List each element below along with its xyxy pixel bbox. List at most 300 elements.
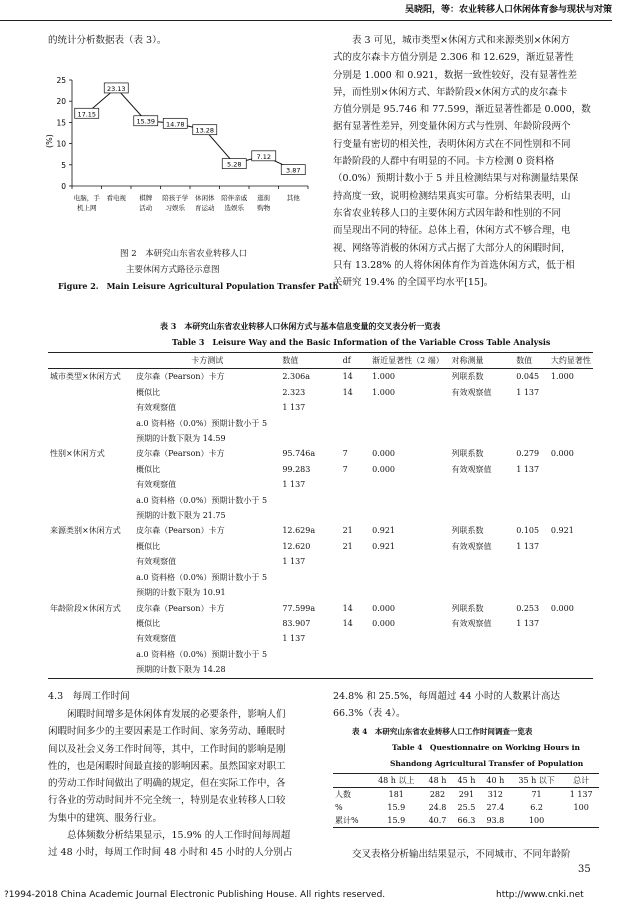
table-3-cell [48,631,134,646]
running-header [0,0,612,21]
y-tick-label: 0 [61,182,66,191]
right-bottom-line: 24.8% 和 25.5%，每周超过 44 小时的人数累计高达 [333,691,561,702]
x-category-label: 看电视 [106,194,126,202]
table-3-cell [370,662,449,678]
table-3-cell [450,508,515,523]
table-3-cell [549,539,593,554]
table-3-cell: 0.921 [550,526,574,536]
table-3-cell [450,662,515,678]
table-3-cell [549,616,593,631]
table-3-cell: 0.921 [372,541,396,551]
x-category-label: 活动 [139,204,153,212]
table-3-cell: 预期的计数下限为 14.28 [136,665,226,675]
section-line: 闲暇时间多少的主要因素是工作时间、家务劳动、睡眠时 [48,726,286,738]
figure-2-caption-zh-1: 图 2 本研究山东省农业转移人口 [120,249,248,259]
table-3-cell [280,647,340,662]
table-4-header-row [333,774,599,788]
table-3-cell [341,400,371,415]
table-3-cell [549,462,593,477]
table-3-cell: 有效观察值 [136,480,177,490]
table-3-cell [341,631,371,646]
table-3-cell: 皮尔森（Pearson）卡方 [136,526,225,536]
chart-ytick-labels [56,76,66,191]
table-3-cell: 1 137 [516,387,540,397]
table-3-cell: 列联系数 [451,603,484,613]
section-line: 的劳动工作时间做出了明确的规定，但在实际工作中，各 [48,778,286,790]
table-4-cell: 15.9 [387,816,406,825]
table-3-cell: 1.000 [372,387,396,397]
table-4-cell: 66.3 [457,816,476,825]
table-3-cell [514,585,549,600]
table-3-cell [450,477,515,492]
y-tick-label: 5 [61,160,66,170]
table-3-cell [48,539,134,554]
table-3-cell [370,431,449,446]
table-3-cell [549,647,593,662]
data-point-label: 7.12 [256,152,271,161]
table-3-cell: a.0 资料格（0.0%）预期计数小于 5 [136,572,268,582]
table-3-cell: 有效观察值 [136,557,177,567]
table-3-cell: 1 137 [516,541,540,551]
table-3 [48,352,593,679]
table-3-cell: 预期的计数下限为 10.91 [136,588,226,598]
table-3-cell [450,631,515,646]
section-line: 闲暇时间增多是休闲体育发展的必要条件，影响人们 [48,709,286,720]
chart-axes [69,80,308,189]
section-4-3-body [48,706,314,862]
table-3-cell [549,508,593,523]
table-3-cell: 1.000 [372,372,396,382]
table-3-cell [280,416,340,431]
table-3-row [48,400,593,415]
table-3-cell: 0.000 [550,603,574,613]
table-3-cell [370,554,449,569]
table-3-cell [280,508,340,523]
table-3-cell [370,477,449,492]
table-3-cell [514,508,549,523]
table-4-cell: 93.8 [486,816,505,825]
table-3-cell [370,508,449,523]
table-3-cell [341,416,371,431]
table-3-cell: 有效观察值 [451,541,492,551]
table-4-row [333,814,599,828]
table-3-cell [48,431,134,446]
table-3-cell: 1.000 [550,372,574,382]
table-3-cell: 概似比 [136,464,161,474]
table-3-cell: 21 [342,526,353,536]
table-3-cell: 14 [342,618,353,628]
footer-url[interactable]: http://www.cnki.net [496,890,584,900]
table-3-cell [280,493,340,508]
table-3-cell [549,631,593,646]
table-3-cell [48,662,134,678]
table-3-row [48,493,593,508]
table-3-cell [280,585,340,600]
table-3-cell [370,647,449,662]
table-3-cell: 0.279 [516,449,540,459]
table-3-cell [514,570,549,585]
right-para-line: 视、网络等消极的休闲方式占据了大部分人的闲暇时间， [333,242,571,254]
table-3-cell [48,416,134,431]
table-3-row [48,601,593,616]
x-category-label: 购物 [257,204,271,212]
table-3-cell: 有效观察值 [136,403,177,413]
table-3-cell [514,400,549,415]
table-3-cell [341,570,371,585]
table-3-cell: 0.045 [516,372,540,382]
table-4-cell: 1 137 [569,790,593,799]
table-3-cell [48,462,134,477]
table-3-row [48,631,593,646]
section-line: 性的，也是闲暇时间最直接的影响因素。虽然国家对职工 [48,760,286,772]
table-4-cell: 40.7 [428,816,447,825]
table-3-row [48,416,593,431]
table-3-cell [514,631,549,646]
right-para-line: 式的皮尔森卡方值分别是 2.306 和 12.629，渐近显著性 [333,52,574,64]
x-category-label: 休闲体 [195,194,215,202]
table-3-cell: 14 [342,372,353,382]
table-4-header: 40 h [486,776,505,785]
page-number: 35 [578,864,591,875]
table-3-cell [48,616,134,631]
table-3-cell [341,493,371,508]
table-3-cell: 12.620 [282,541,311,551]
table-3-row [48,647,593,662]
table-3-cell [48,385,134,400]
table-3-cell: 1 137 [282,557,306,567]
table-4-cell: 100 [528,816,545,825]
table-3-cell [341,508,371,523]
table-3-header: df [342,356,351,365]
table-3-cell: 年龄阶段×休闲方式 [50,603,121,613]
table-3-cell: 列联系数 [451,372,484,382]
table-3-cell: 来源类别×休闲方式 [50,526,121,536]
section-line: 为集中的建筑、服务行业。 [48,812,163,824]
table-3-cell: 0.000 [550,449,574,459]
table-3-cell [341,647,371,662]
table-3-cell [341,585,371,600]
table-3-cell [48,400,134,415]
table-3-row [48,570,593,585]
x-category-label: 陪孩子学 [162,194,189,202]
table-3-cell: 城市类型×休闲方式 [50,372,121,382]
figure-2-line-chart [44,70,312,220]
table-4-cell: 累计% [335,816,359,825]
table-3-header: 渐近显著性（2 端） [372,356,444,365]
table-3-cell: 1 137 [282,403,306,413]
table-3-row [48,462,593,477]
figure-2-caption-en: Figure 2. Main Leisure Agricultural Population Transfer Path [58,281,339,291]
table-3-cell [370,400,449,415]
table-3-cell: a.0 资料格（0.0%）预期计数小于 5 [136,649,268,659]
table-3-cell: 性别×休闲方式 [50,449,105,459]
table-3-row [48,369,593,385]
table-3-cell [450,431,515,446]
data-point-label: 17.15 [77,110,97,119]
table-3-cell: 有效观察值 [451,618,492,628]
table-3-row [48,616,593,631]
table-3-cell: 1 137 [516,618,540,628]
right-para-line: 东省农业转移人口的主要休闲方式因年龄和性别的不同 [333,207,562,219]
right-para-line: 表 3 可见，城市类型×休闲方式和来源类别×休闲方 [333,35,571,46]
table-3-cell: 有效观察值 [451,387,492,397]
table-4-header [333,774,370,788]
table-3-row [48,508,593,523]
table-3-cell: 1 137 [282,634,306,644]
table-3-cell: a.0 资料格（0.0%）预期计数小于 5 [136,418,268,428]
table-3-cell [48,585,134,600]
table-3-cell [280,662,340,678]
table-3-cell [514,662,549,678]
table-3-cell: 0.105 [516,526,540,536]
table-3-cell [549,570,593,585]
data-point-label: 5.28 [227,160,242,169]
y-tick-label: 20 [56,97,66,107]
table-4-cell [563,814,599,828]
table-4-cell: 27.4 [486,803,505,812]
table-3-cell: 77.599a [282,603,316,613]
table-3-cell [514,554,549,569]
table-3-row [48,554,593,569]
table-3-cell: 2.323 [282,387,306,397]
table-3-cell: 83.907 [282,618,311,628]
right-para-line: 行变量有密切的相关性，表明休闲方式在不同性别和不同 [333,138,571,150]
table-4-cell: 312 [487,790,503,799]
table-4-title-en-2: Shandong Agricultural Transfer of Population [390,759,584,768]
table-3-cell [370,585,449,600]
data-point-label: 23.13 [106,84,126,93]
table-4-header: 总计 [573,776,590,785]
right-para-line: （0.0%）预期计数小于 5 并且检测结果与对称测量结果保 [333,173,579,185]
x-category-label: 电脑，手 [73,194,100,202]
table-3-cell [280,431,340,446]
right-para-line: 而呈现出不同的特征。总体上看，休闲方式不够合理，电 [333,225,571,237]
x-category-label: 育运动 [195,204,215,212]
table-3-cell [450,585,515,600]
table-3-cell: 12.629a [282,526,316,536]
table-4-cell: 人数 [335,790,351,799]
table-3-cell [370,570,449,585]
x-category-label: 逛街 [257,194,271,202]
right-para-line: 方值分别是 95.746 和 77.599，渐近显著性都是 0.000，数 [333,104,591,116]
left-intro-line: 的统计分析数据表（表 3）。 [48,35,167,46]
table-3-cell [450,570,515,585]
table-4-cell: 25.5 [457,803,476,812]
right-column-paragraph [333,32,599,291]
table-3-cell: 皮尔森（Pearson）卡方 [136,449,225,459]
table-3-cell [450,493,515,508]
table-3-row [48,539,593,554]
table-4-cell: 282 [429,790,446,799]
table-4-cell: 15.9 [387,803,406,812]
section-line: 行各业的劳动时间并不完全统一，特别是农业转移人口较 [48,795,286,807]
table-3-cell: 概似比 [136,387,161,397]
table-4-title-en-1: Table 4 Questionnaire on Working Hours in [392,743,580,752]
table-3-cell: 0.000 [372,464,396,474]
right-para-line: 异，而性别×休闲方式、年龄阶段×休闲方式的皮尔森卡 [333,86,568,98]
table-3-cell: 预期的计数下限为 21.75 [136,511,226,521]
table-3-cell [48,493,134,508]
data-point-label: 3.87 [286,166,301,175]
table-4-row [333,801,599,814]
table-3-row [48,431,593,446]
table-3-cell: 99.283 [282,464,311,474]
table-3-cell: 0.000 [372,449,396,459]
table-3-cell: 14 [342,603,353,613]
table-3-cell [549,662,593,678]
chart-markers [75,83,306,175]
table-3-header: 数值 [282,356,299,365]
table-3-header-row [48,353,593,369]
x-category-label: 棋牌 [139,194,153,202]
table-4-cell: % [335,803,343,812]
table-3-cell: 0.253 [516,603,540,613]
table-3-cell [549,493,593,508]
table-3-cell: 7 [342,464,348,474]
table-3-cell [450,647,515,662]
section-line: 过 48 小时，每周工作时间 48 小时和 45 小时的人分别占 [48,847,293,859]
table-4-header: 48 h 以上 [378,776,415,785]
running-title: 吴晓阳，等：农业转移人口休闲体育参与现状与对策 [404,5,612,15]
table-3-cell [450,400,515,415]
data-point-label: 13.28 [195,126,215,135]
table-3-header: 数值 [516,356,533,365]
table-3-cell: 0.921 [372,526,396,536]
table-3-row [48,585,593,600]
table-3-cell: 概似比 [136,618,161,628]
table-3-cell [48,570,134,585]
data-point-label: 15.39 [136,117,156,126]
right-para-line: 年龄阶段的人群中有明显的不同。卡方检测 0 资料格 [333,156,555,168]
table-3-row [48,385,593,400]
table-3-cell [514,431,549,446]
table-3-cell: 有效观察值 [136,634,177,644]
figure-2-caption-zh-2: 主要休闲方式路径示意图 [126,265,220,275]
chart-y-axis-label: (%) [45,134,54,148]
table-4-row [333,788,599,802]
table-3-cell: 1 137 [516,464,540,474]
table-3-cell [549,431,593,446]
right-bottom-text [333,688,599,723]
table-3-cell [370,416,449,431]
table-4-header: 48 h [428,776,447,785]
table-3-cell [549,400,593,415]
table-3-cell: 2.306a [282,372,311,382]
table-3-cell [450,554,515,569]
table-3-header [48,353,134,369]
right-para-line: 持高度一致，说明检测结果真实可靠。分析结果表明，山 [333,190,571,202]
table-4-cell: 181 [388,790,404,799]
table-3-header: 大约显著性 [550,356,591,365]
footer-copyright: ?1994-2018 China Academic Journal Electronic Publishing House. All rights reserved. [4,890,386,900]
table-3-title-en: Table 3 Leisure Way and the Basic Information of the Variable Cross Table Analysis [172,337,551,347]
table-4-header: 45 h [457,776,476,785]
table-3-cell [48,554,134,569]
y-tick-label: 15 [56,118,66,128]
table-3-cell [48,477,134,492]
table-4-header: 35 h 以下 [518,776,555,785]
section-line: 间以及社会义务工作时间等，其中，工作时间的影响是刚 [48,743,286,755]
right-para-line: 只有 13.28% 的人将休闲体育作为首选休闲方式，低于相 [333,259,575,271]
right-para-line: 关研究 19.4% 的全国平均水平[15]。 [333,277,494,289]
table-3-cell: 0.000 [372,603,396,613]
table-3-cell: 95.746a [282,449,316,459]
table-4-cell: 291 [458,790,475,799]
table-3-cell [549,477,593,492]
right-bottom-line: 66.3%（表 4）。 [333,708,406,720]
table-3-cell [341,662,371,678]
table-3-cell: 7 [342,449,348,459]
table-3-cell [341,431,371,446]
table-3-title-zh: 表 3 本研究山东省农业转移人口休闲方式与基本信息变量的交叉表分析一览表 [160,321,441,331]
y-tick-label: 25 [56,76,66,85]
section-line: 总体频数分析结果显示，15.9% 的人工作时间每周超 [48,830,291,842]
y-tick-label: 10 [56,139,66,149]
table-3-cell: a.0 资料格（0.0%）预期计数小于 5 [136,495,268,505]
section-4-3-heading: 4.3 每周工作时间 [48,691,130,702]
table-3-cell [549,585,593,600]
table-3-cell: 预期的计数下限为 14.59 [136,434,226,444]
table-3-cell [48,508,134,523]
data-point-label: 14.78 [165,120,185,129]
table-3-cell: 概似比 [136,541,161,551]
table-3-row [48,523,593,538]
table-3-cell: 列联系数 [451,449,484,459]
table-3-cell: 有效观察值 [451,464,492,474]
x-category-label: 陪伴亲戚 [221,194,248,202]
table-3-header: 卡方测试 [191,356,224,365]
table-3-cell: 14 [342,387,353,397]
table-3-cell: 0.000 [372,618,396,628]
table-3-cell [370,631,449,646]
right-bottom-last-line: 交叉表格分析输出结果显示，不同城市、不同年龄阶 [333,849,571,860]
table-3-cell [48,647,134,662]
table-3-cell: 1 137 [282,480,306,490]
table-3-row [48,477,593,492]
table-3-cell [549,385,593,400]
x-category-label: 其他 [286,194,300,202]
table-4 [333,773,599,828]
chart-category-labels [74,193,301,212]
table-3-cell [280,570,340,585]
table-3-cell [341,477,371,492]
table-3-row [48,446,593,461]
table-3-cell [549,554,593,569]
table-3-row [48,662,593,678]
table-3-cell [514,647,549,662]
table-3-cell: 21 [342,541,353,551]
table-4-cell: 71 [531,790,542,799]
table-4-cell: 6.2 [530,803,543,812]
table-3-cell [341,554,371,569]
table-3-cell: 皮尔森（Pearson）卡方 [136,603,225,613]
table-3-cell [549,416,593,431]
right-para-line: 分别是 1.000 和 0.921，数据一致性较好，没有显著性差 [333,69,577,81]
table-3-cell [514,493,549,508]
table-3-header: 对称测量 [451,356,484,365]
table-4-cell: 24.8 [428,803,447,812]
table-4-title-zh: 表 4 本研究山东省农业转移人口工作时间调查一览表 [352,727,533,736]
x-category-label: 选娱乐 [224,204,244,212]
table-3-cell [514,477,549,492]
table-3-cell [370,493,449,508]
table-3-cell: 皮尔森（Pearson）卡方 [136,372,225,382]
table-4-cell: 100 [573,803,589,812]
right-para-line: 据有显著性差异，列变量休闲方式与性别、年龄阶段两个 [333,121,571,133]
x-category-label: 习娱乐 [165,204,185,212]
table-3-cell [514,416,549,431]
table-3-cell: 列联系数 [451,526,484,536]
